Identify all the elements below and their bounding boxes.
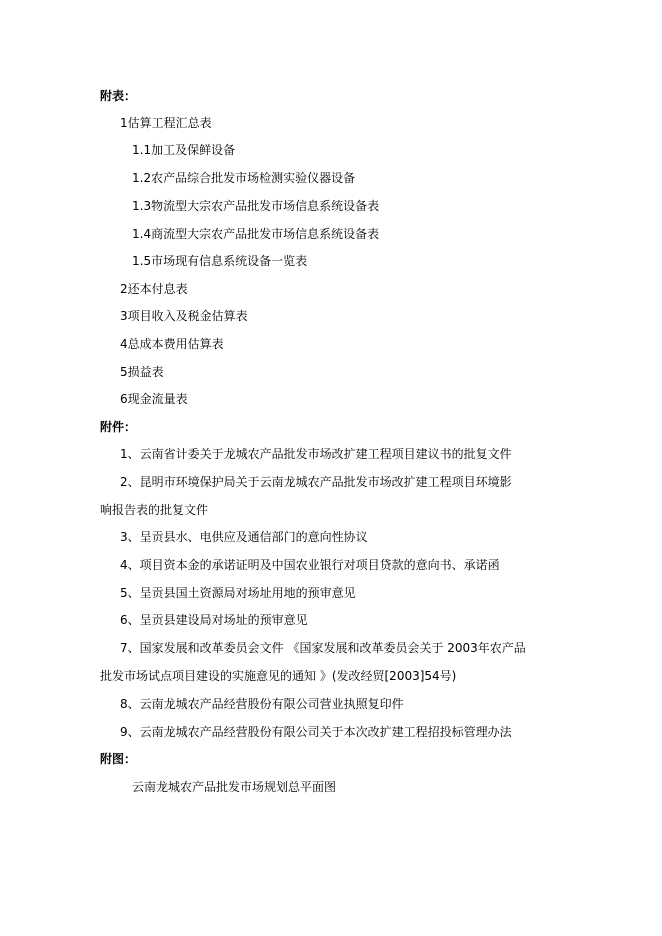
drawings-heading: 附图： <box>100 752 137 766</box>
schedule-item-5: 5损益表 <box>120 365 164 379</box>
schedule-item-1-3: 1.3物流型大宗农产品批发市场信息系统设备表 <box>132 199 380 213</box>
schedule-item-1-2: 1.2农产品综合批发市场检测实验仪器设备 <box>132 171 356 185</box>
schedule-item-1-4: 1.4商流型大宗农产品批发市场信息系统设备表 <box>132 227 380 241</box>
schedule-item-1-1: 1.1加工及保鲜设备 <box>132 143 236 157</box>
attachment-item-1: 1、云南省计委关于龙城农产品批发市场改扩建工程项目建议书的批复文件 <box>120 447 512 461</box>
attachment-item-6: 6、呈贡县建设局对场址的预审意见 <box>120 613 308 627</box>
attachments-heading: 附件： <box>100 420 137 434</box>
schedule-item-3: 3项目收入及税金估算表 <box>120 309 248 323</box>
attachment-item-4: 4、项目资本金的承诺证明及中国农业银行对项目贷款的意向书、承诺函 <box>120 558 500 572</box>
schedules-heading: 附表： <box>100 89 137 103</box>
schedule-item-1-5: 1.5市场现有信息系统设备一览表 <box>132 254 308 268</box>
attachment-item-2-line-2: 响报告表的批复文件 <box>100 503 209 517</box>
schedule-item-1: 1估算工程汇总表 <box>120 116 212 130</box>
schedule-item-2: 2还本付息表 <box>120 282 188 296</box>
attachment-item-3: 3、呈贡县水、电供应及通信部门的意向性协议 <box>120 530 368 544</box>
drawing-item-1: 云南龙城农产品批发市场规划总平面图 <box>132 780 337 794</box>
attachment-item-5: 5、呈贡县国土资源局对场址用地的预审意见 <box>120 586 356 600</box>
attachment-item-8: 8、云南龙城农产品经营股份有限公司营业执照复印件 <box>120 697 404 711</box>
attachment-item-7-line-1: 7、国家发展和改革委员会文件 《国家发展和改革委员会关于 2003年农产品 <box>120 641 526 655</box>
schedule-item-6: 6现金流量表 <box>120 392 188 406</box>
attachment-item-7-line-2: 批发市场试点项目建设的实施意见的通知 》(发改经贸[2003]54号) <box>100 669 457 683</box>
schedule-item-4: 4总成本费用估算表 <box>120 337 224 351</box>
attachment-item-9: 9、云南龙城农产品经营股份有限公司关于本次改扩建工程招投标管理办法 <box>120 725 512 739</box>
attachment-item-2-line-1: 2、昆明市环境保护局关于云南龙城农产品批发市场改扩建工程项目环境影 <box>120 475 512 489</box>
